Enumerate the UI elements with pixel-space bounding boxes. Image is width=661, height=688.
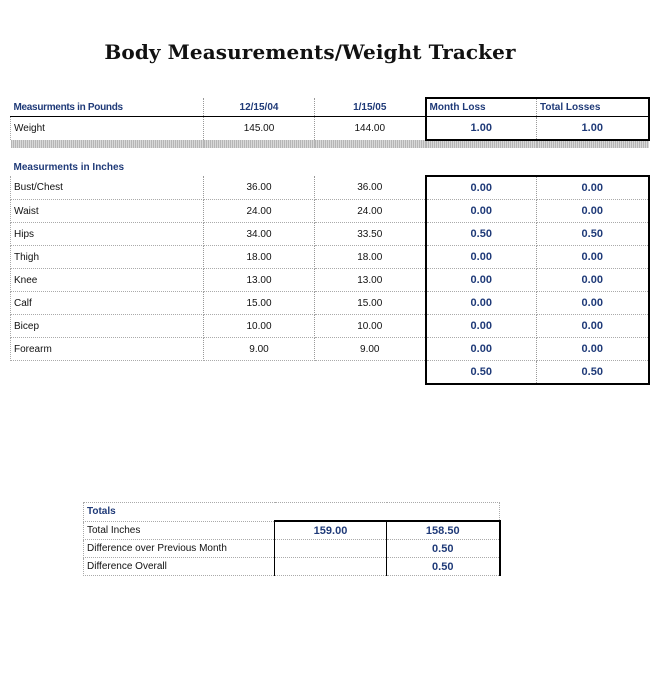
measurement-value-2[interactable]: 18.00	[315, 246, 426, 269]
measurement-label: Hips	[11, 223, 204, 246]
weight-month-loss: 1.00	[426, 117, 537, 141]
sum-month-loss: 0.50	[426, 361, 537, 385]
pounds-header-row	[11, 98, 649, 117]
total-inches-row	[84, 521, 500, 540]
measurement-value-1[interactable]: 13.00	[204, 269, 315, 292]
diff-previous-value: 0.50	[387, 540, 500, 558]
measurement-value-1[interactable]: 24.00	[204, 200, 315, 223]
measurement-total-losses: 0.00	[537, 315, 649, 338]
inches-section-label: Measurments in Inches	[13, 162, 125, 173]
date-column-2: 1/15/05	[315, 98, 426, 117]
measurement-month-loss: 0.00	[426, 292, 537, 315]
measurement-label: Forearm	[11, 338, 204, 361]
measurement-value-1[interactable]: 18.00	[204, 246, 315, 269]
measurement-month-loss: 0.00	[426, 200, 537, 223]
weight-value-1[interactable]: 145.00	[204, 117, 315, 141]
measurement-row	[11, 246, 649, 269]
diff-overall-value: 0.50	[387, 558, 500, 576]
measurement-total-losses: 0.00	[537, 176, 649, 200]
measurement-value-2[interactable]: 9.00	[315, 338, 426, 361]
inches-section-row	[11, 148, 649, 176]
weight-row	[11, 117, 649, 141]
weight-total-losses: 1.00	[537, 117, 649, 141]
measurement-month-loss: 0.00	[426, 315, 537, 338]
diff-overall-row	[84, 558, 500, 576]
measurement-row	[11, 315, 649, 338]
measurement-row	[11, 200, 649, 223]
date-column-1: 12/15/04	[204, 98, 315, 117]
total-losses-header: Total Losses	[537, 98, 649, 117]
totals-table	[83, 502, 501, 576]
measurement-month-loss: 0.00	[426, 338, 537, 361]
measurement-value-1[interactable]: 15.00	[204, 292, 315, 315]
diff-previous-row	[84, 540, 500, 558]
measurement-value-2[interactable]: 13.00	[315, 269, 426, 292]
total-inches-label: Total Inches	[84, 521, 275, 540]
totals-header-row	[84, 503, 500, 522]
measurement-row	[11, 338, 649, 361]
measurement-row	[11, 223, 649, 246]
measurement-month-loss: 0.00	[426, 176, 537, 200]
measurement-month-loss: 0.00	[426, 269, 537, 292]
measurement-month-loss: 0.00	[426, 246, 537, 269]
measurement-total-losses: 0.00	[537, 292, 649, 315]
section-divider	[11, 140, 649, 148]
weight-value-2[interactable]: 144.00	[354, 123, 386, 134]
measurement-label: Bicep	[11, 315, 204, 338]
measurement-value-1[interactable]: 34.00	[204, 223, 315, 246]
diff-previous-label: Difference over Previous Month	[84, 540, 275, 558]
measurement-total-losses: 0.50	[537, 223, 649, 246]
measurement-label: Thigh	[11, 246, 204, 269]
page-title: Body Measurements/Weight Tracker	[104, 40, 516, 64]
measurement-label: Waist	[11, 200, 204, 223]
pounds-section-label: Measurments in Pounds	[11, 98, 204, 117]
measurement-total-losses: 0.00	[537, 269, 649, 292]
sum-total-losses: 0.50	[537, 361, 649, 385]
measurement-value-2[interactable]: 10.00	[315, 315, 426, 338]
month-loss-header: Month Loss	[426, 98, 537, 117]
measurement-label: Calf	[11, 292, 204, 315]
measurement-value-2[interactable]: 36.00	[315, 176, 426, 200]
weight-label: Weight	[11, 117, 204, 141]
measurement-label: Bust/Chest	[11, 176, 204, 200]
measurement-value-1[interactable]: 9.00	[204, 338, 315, 361]
measurement-value-2[interactable]: 15.00	[315, 292, 426, 315]
measurement-row	[11, 269, 649, 292]
measurement-value-2[interactable]: 33.50	[315, 223, 426, 246]
measurement-total-losses: 0.00	[537, 200, 649, 223]
measurements-table	[10, 97, 650, 385]
measurement-label: Knee	[11, 269, 204, 292]
total-inches-value-2: 158.50	[387, 521, 500, 540]
inches-sum-row	[11, 361, 649, 385]
diff-overall-label: Difference Overall	[84, 558, 275, 576]
total-inches-value-1: 159.00	[275, 521, 387, 540]
measurement-value-1[interactable]: 36.00	[204, 176, 315, 200]
measurement-month-loss: 0.50	[426, 223, 537, 246]
measurement-total-losses: 0.00	[537, 338, 649, 361]
measurement-value-1[interactable]: 10.00	[204, 315, 315, 338]
measurement-row	[11, 176, 649, 200]
totals-header: Totals	[84, 503, 275, 522]
measurement-value-2[interactable]: 24.00	[315, 200, 426, 223]
measurement-row	[11, 292, 649, 315]
measurement-total-losses: 0.00	[537, 246, 649, 269]
